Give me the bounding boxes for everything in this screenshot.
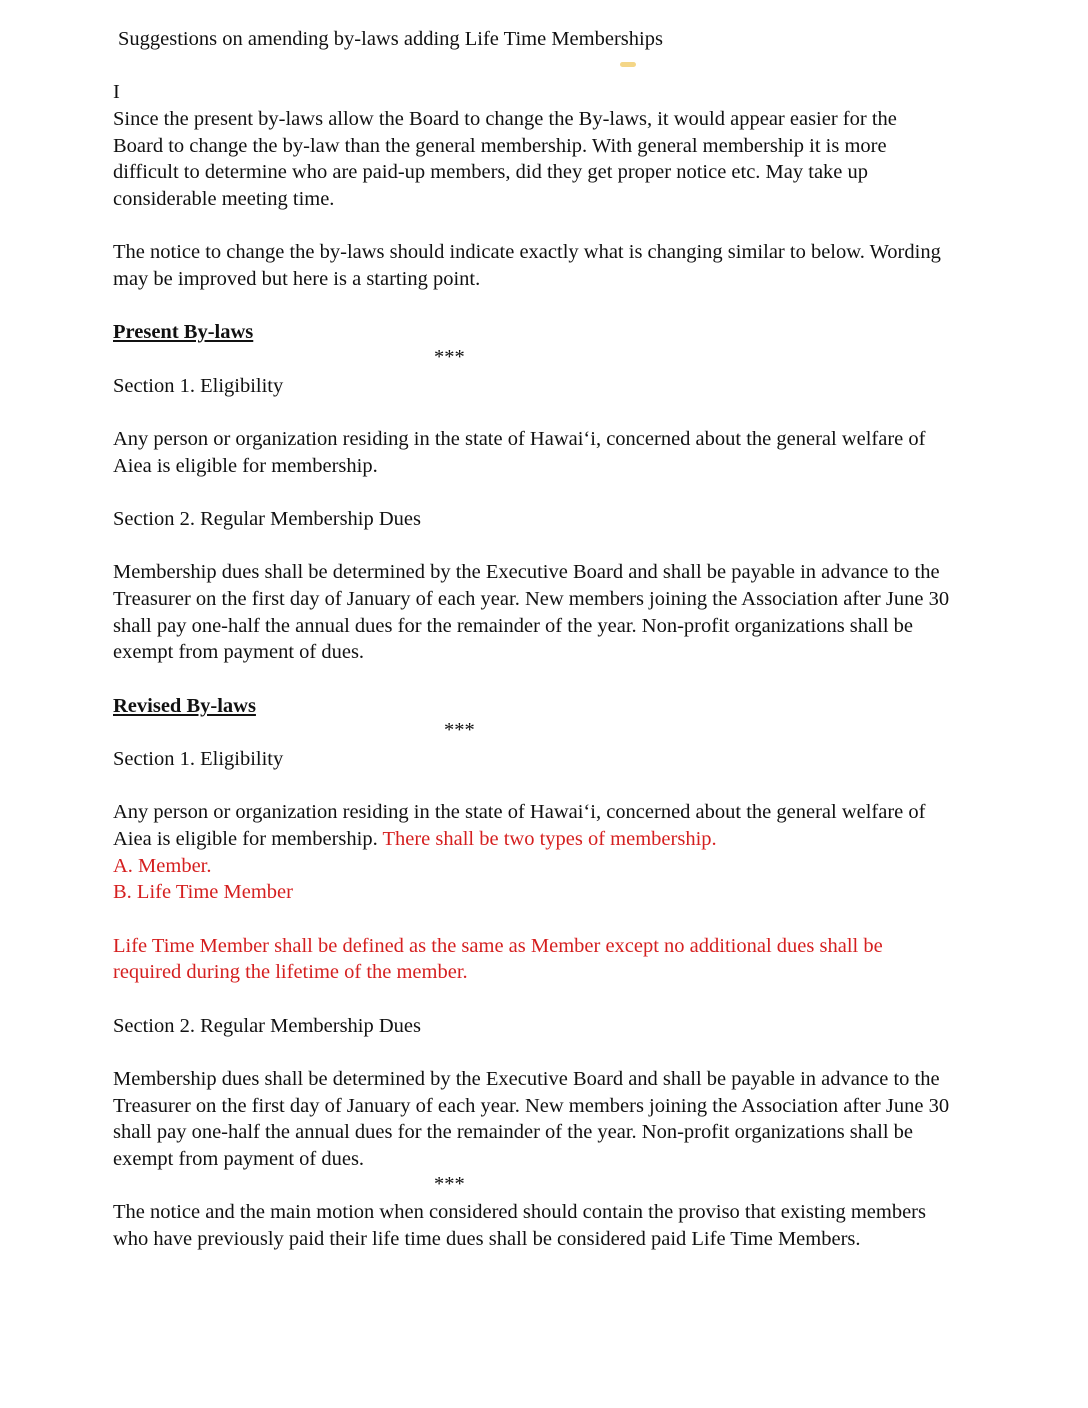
closing-paragraph-line: who have previously paid their life time dues shall be considered paid Life Time Members. bbox=[113, 1228, 861, 1250]
intro-paragraph-line: difficult to determine who are paid-up members, did they get proper notice etc. May take up bbox=[113, 161, 869, 183]
lifetime-definition-line: required during the lifetime of the member. bbox=[113, 961, 468, 983]
intro-paragraph-line: Since the present by-laws allow the Board to change the By-laws, it would appear easier for the bbox=[113, 108, 897, 130]
present-section1-line: Any person or organization residing in the state of Hawai‘i, concerned about the general welfare of bbox=[113, 428, 926, 450]
present-section1-title: Section 1. Eligibility bbox=[113, 375, 284, 397]
highlight-mark bbox=[620, 62, 636, 67]
notice-paragraph-line: The notice to change the by-laws should indicate exactly what is changing similar to below. Wording bbox=[113, 241, 941, 263]
notice-paragraph-line: may be improved but here is a starting point. bbox=[113, 268, 481, 290]
revised-section2-line: Treasurer on the first day of January of each year. New members joining the Association after June 30 bbox=[113, 1095, 950, 1117]
revised-bylaws-heading: Revised By-laws bbox=[113, 695, 256, 717]
revised-section2-title: Section 2. Regular Membership Dues bbox=[113, 1015, 422, 1037]
present-section2-title: Section 2. Regular Membership Dues bbox=[113, 508, 422, 530]
present-section2-line: shall pay one-half the annual dues for the remainder of the year. Non-profit organizations shall be bbox=[113, 615, 913, 637]
eligibility-text: Aiea is eligible for membership. bbox=[113, 828, 378, 850]
lifetime-definition-line: Life Time Member shall be defined as the same as Member except no additional dues shall be bbox=[113, 935, 883, 957]
separator: *** bbox=[444, 719, 475, 741]
separator: *** bbox=[434, 346, 465, 368]
revised-section1-line bbox=[113, 827, 717, 851]
present-section1-line: Aiea is eligible for membership. bbox=[113, 455, 378, 477]
membership-type-a: A. Member. bbox=[113, 855, 212, 877]
present-section2-line: exempt from payment of dues. bbox=[113, 641, 365, 663]
document-title: Suggestions on amending by-laws adding Life Time Memberships bbox=[118, 28, 663, 50]
present-section2-line: Membership dues shall be determined by the Executive Board and shall be payable in advance to the bbox=[113, 561, 940, 583]
membership-type-b: B. Life Time Member bbox=[113, 881, 293, 903]
separator: *** bbox=[434, 1173, 465, 1195]
present-bylaws-heading: Present By-laws bbox=[113, 321, 254, 343]
section-marker: I bbox=[113, 81, 120, 103]
revised-section2-line: shall pay one-half the annual dues for the remainder of the year. Non-profit organizations shall be bbox=[113, 1121, 913, 1143]
present-section2-line: Treasurer on the first day of January of each year. New members joining the Association after June 30 bbox=[113, 588, 950, 610]
revised-section2-line: Membership dues shall be determined by the Executive Board and shall be payable in advance to the bbox=[113, 1068, 940, 1090]
revised-section2-line: exempt from payment of dues. bbox=[113, 1148, 365, 1170]
intro-paragraph-line: Board to change the by-law than the general membership. With general membership it is more bbox=[113, 135, 887, 157]
closing-paragraph-line: The notice and the main motion when considered should contain the proviso that existing members bbox=[113, 1201, 926, 1223]
membership-types-text: There shall be two types of membership. bbox=[377, 828, 717, 850]
revised-section1-line: Any person or organization residing in the state of Hawai‘i, concerned about the general welfare of bbox=[113, 801, 926, 823]
revised-section1-title: Section 1. Eligibility bbox=[113, 748, 284, 770]
intro-paragraph-line: considerable meeting time. bbox=[113, 188, 335, 210]
